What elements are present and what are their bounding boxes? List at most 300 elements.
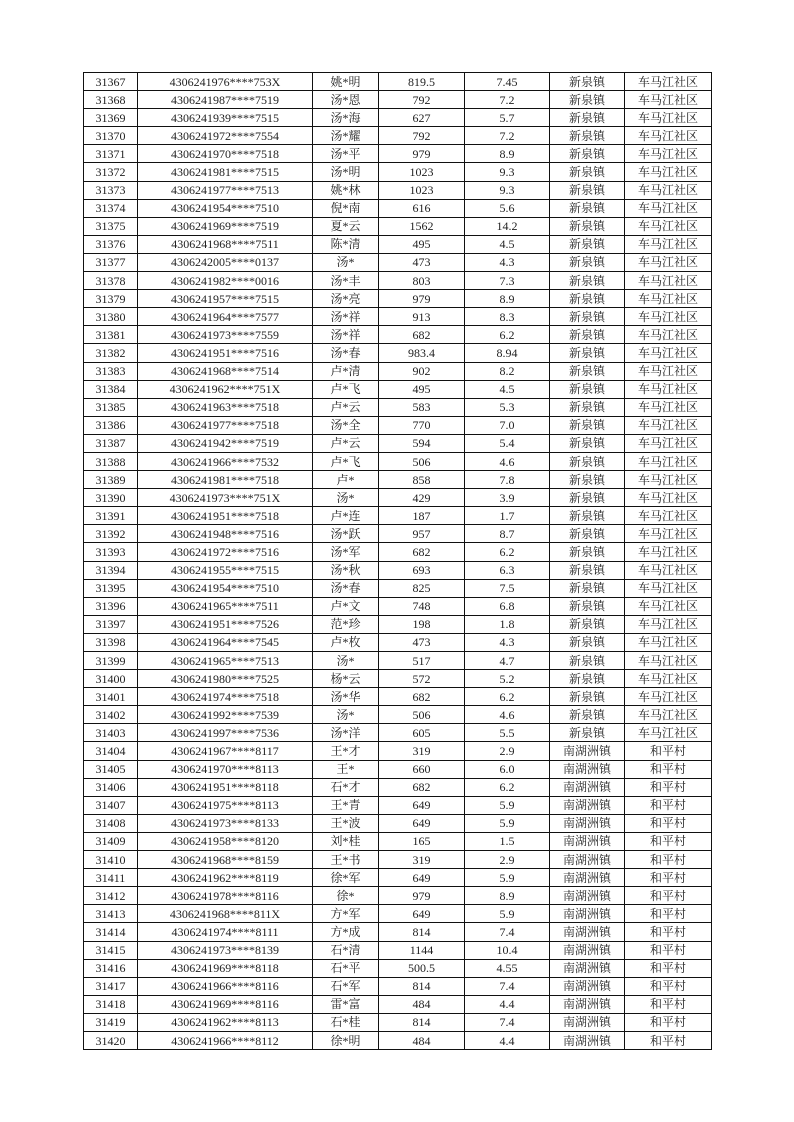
village-cell: 车马江社区 — [625, 615, 712, 633]
town-cell: 新泉镇 — [550, 290, 625, 308]
name-cell: 石*才 — [313, 778, 379, 796]
serial-number-cell: 31393 — [84, 543, 138, 561]
serial-number-cell: 31376 — [84, 235, 138, 253]
quantity-cell: 8.9 — [465, 887, 550, 905]
village-cell: 车马江社区 — [625, 633, 712, 651]
amount-cell: 1562 — [379, 217, 465, 235]
name-cell: 汤* — [313, 253, 379, 271]
town-cell: 南湖洲镇 — [550, 995, 625, 1013]
amount-cell: 913 — [379, 308, 465, 326]
quantity-cell: 4.4 — [465, 1031, 550, 1049]
id-number-cell: 4306241980****7525 — [138, 670, 313, 688]
amount-cell: 198 — [379, 615, 465, 633]
amount-cell: 649 — [379, 796, 465, 814]
amount-cell: 693 — [379, 561, 465, 579]
serial-number-cell: 31406 — [84, 778, 138, 796]
name-cell: 王* — [313, 760, 379, 778]
id-number-cell: 4306241987****7519 — [138, 91, 313, 109]
serial-number-cell: 31400 — [84, 670, 138, 688]
name-cell: 王*书 — [313, 851, 379, 869]
amount-cell: 187 — [379, 507, 465, 525]
town-cell: 新泉镇 — [550, 380, 625, 398]
quantity-cell: 4.6 — [465, 706, 550, 724]
village-cell: 和平村 — [625, 905, 712, 923]
quantity-cell: 5.3 — [465, 398, 550, 416]
quantity-cell: 4.5 — [465, 380, 550, 398]
quantity-cell: 5.9 — [465, 905, 550, 923]
name-cell: 汤*跃 — [313, 525, 379, 543]
table-row — [84, 561, 712, 579]
name-cell: 石*桂 — [313, 1013, 379, 1031]
quantity-cell: 1.7 — [465, 507, 550, 525]
serial-number-cell: 31392 — [84, 525, 138, 543]
town-cell: 新泉镇 — [550, 670, 625, 688]
quantity-cell: 6.2 — [465, 778, 550, 796]
town-cell: 新泉镇 — [550, 127, 625, 145]
amount-cell: 660 — [379, 760, 465, 778]
town-cell: 新泉镇 — [550, 163, 625, 181]
name-cell: 石*清 — [313, 941, 379, 959]
serial-number-cell: 31405 — [84, 760, 138, 778]
village-cell: 和平村 — [625, 742, 712, 760]
table-row — [84, 416, 712, 434]
table-row — [84, 615, 712, 633]
quantity-cell: 6.3 — [465, 561, 550, 579]
town-cell: 南湖洲镇 — [550, 941, 625, 959]
table-row — [84, 253, 712, 271]
table-row — [84, 977, 712, 995]
name-cell: 汤*恩 — [313, 91, 379, 109]
records-table — [83, 72, 712, 1050]
serial-number-cell: 31420 — [84, 1031, 138, 1049]
serial-number-cell: 31397 — [84, 615, 138, 633]
table-row — [84, 145, 712, 163]
id-number-cell: 4306241955****7515 — [138, 561, 313, 579]
village-cell: 和平村 — [625, 796, 712, 814]
serial-number-cell: 31404 — [84, 742, 138, 760]
serial-number-cell: 31373 — [84, 181, 138, 199]
town-cell: 新泉镇 — [550, 652, 625, 670]
village-cell: 车马江社区 — [625, 489, 712, 507]
town-cell: 新泉镇 — [550, 543, 625, 561]
name-cell: 汤*全 — [313, 416, 379, 434]
village-cell: 车马江社区 — [625, 253, 712, 271]
amount-cell: 814 — [379, 1013, 465, 1031]
id-number-cell: 4306241969****7519 — [138, 217, 313, 235]
village-cell: 和平村 — [625, 778, 712, 796]
name-cell: 刘*桂 — [313, 832, 379, 850]
village-cell: 车马江社区 — [625, 235, 712, 253]
serial-number-cell: 31399 — [84, 652, 138, 670]
amount-cell: 957 — [379, 525, 465, 543]
serial-number-cell: 31398 — [84, 633, 138, 651]
name-cell: 石*军 — [313, 977, 379, 995]
quantity-cell: 1.5 — [465, 832, 550, 850]
amount-cell: 165 — [379, 832, 465, 850]
name-cell: 方*军 — [313, 905, 379, 923]
town-cell: 南湖洲镇 — [550, 778, 625, 796]
village-cell: 车马江社区 — [625, 398, 712, 416]
id-number-cell: 4306241962****8113 — [138, 1013, 313, 1031]
amount-cell: 649 — [379, 905, 465, 923]
amount-cell: 627 — [379, 109, 465, 127]
table-row — [84, 832, 712, 850]
village-cell: 车马江社区 — [625, 145, 712, 163]
name-cell: 汤*明 — [313, 163, 379, 181]
village-cell: 车马江社区 — [625, 380, 712, 398]
village-cell: 车马江社区 — [625, 452, 712, 470]
serial-number-cell: 31403 — [84, 724, 138, 742]
table-row — [84, 73, 712, 91]
town-cell: 新泉镇 — [550, 73, 625, 91]
name-cell: 雷*富 — [313, 995, 379, 1013]
name-cell: 姚*明 — [313, 73, 379, 91]
town-cell: 新泉镇 — [550, 145, 625, 163]
name-cell: 卢*文 — [313, 597, 379, 615]
town-cell: 新泉镇 — [550, 109, 625, 127]
serial-number-cell: 31378 — [84, 272, 138, 290]
table-row — [84, 109, 712, 127]
quantity-cell: 6.8 — [465, 597, 550, 615]
id-number-cell: 4306241966****8112 — [138, 1031, 313, 1049]
quantity-cell: 1.8 — [465, 615, 550, 633]
amount-cell: 682 — [379, 326, 465, 344]
table-row — [84, 163, 712, 181]
table-row — [84, 959, 712, 977]
village-cell: 和平村 — [625, 832, 712, 850]
id-number-cell: 4306241962****751X — [138, 380, 313, 398]
village-cell: 和平村 — [625, 814, 712, 832]
table-row — [84, 199, 712, 217]
town-cell: 南湖洲镇 — [550, 977, 625, 995]
name-cell: 汤*海 — [313, 109, 379, 127]
id-number-cell: 4306241964****7545 — [138, 633, 313, 651]
amount-cell: 858 — [379, 471, 465, 489]
id-number-cell: 4306241981****7518 — [138, 471, 313, 489]
village-cell: 车马江社区 — [625, 326, 712, 344]
id-number-cell: 4306241954****7510 — [138, 199, 313, 217]
id-number-cell: 4306241981****7515 — [138, 163, 313, 181]
quantity-cell: 7.4 — [465, 923, 550, 941]
village-cell: 车马江社区 — [625, 507, 712, 525]
town-cell: 新泉镇 — [550, 489, 625, 507]
serial-number-cell: 31416 — [84, 959, 138, 977]
id-number-cell: 4306241958****8120 — [138, 832, 313, 850]
amount-cell: 473 — [379, 253, 465, 271]
serial-number-cell: 31375 — [84, 217, 138, 235]
quantity-cell: 7.2 — [465, 127, 550, 145]
quantity-cell: 5.4 — [465, 434, 550, 452]
serial-number-cell: 31413 — [84, 905, 138, 923]
quantity-cell: 4.4 — [465, 995, 550, 1013]
amount-cell: 484 — [379, 1031, 465, 1049]
serial-number-cell: 31382 — [84, 344, 138, 362]
amount-cell: 902 — [379, 362, 465, 380]
id-number-cell: 4306241982****0016 — [138, 272, 313, 290]
id-number-cell: 4306241970****8113 — [138, 760, 313, 778]
id-number-cell: 4306241939****7515 — [138, 109, 313, 127]
serial-number-cell: 31385 — [84, 398, 138, 416]
id-number-cell: 4306241968****8159 — [138, 851, 313, 869]
town-cell: 新泉镇 — [550, 633, 625, 651]
village-cell: 车马江社区 — [625, 688, 712, 706]
serial-number-cell: 31390 — [84, 489, 138, 507]
table-row — [84, 724, 712, 742]
table-row — [84, 362, 712, 380]
name-cell: 徐*明 — [313, 1031, 379, 1049]
amount-cell: 517 — [379, 652, 465, 670]
amount-cell: 1144 — [379, 941, 465, 959]
id-number-cell: 4306241962****8119 — [138, 869, 313, 887]
village-cell: 和平村 — [625, 977, 712, 995]
quantity-cell: 6.0 — [465, 760, 550, 778]
name-cell: 汤* — [313, 652, 379, 670]
amount-cell: 572 — [379, 670, 465, 688]
name-cell: 汤* — [313, 489, 379, 507]
id-number-cell: 4306241997****7536 — [138, 724, 313, 742]
village-cell: 车马江社区 — [625, 652, 712, 670]
table-row — [84, 923, 712, 941]
town-cell: 新泉镇 — [550, 235, 625, 253]
table-row — [84, 308, 712, 326]
name-cell: 石*平 — [313, 959, 379, 977]
name-cell: 王*青 — [313, 796, 379, 814]
serial-number-cell: 31380 — [84, 308, 138, 326]
amount-cell: 770 — [379, 416, 465, 434]
table-row — [84, 1031, 712, 1049]
amount-cell: 495 — [379, 235, 465, 253]
town-cell: 南湖洲镇 — [550, 923, 625, 941]
town-cell: 新泉镇 — [550, 724, 625, 742]
town-cell: 南湖洲镇 — [550, 742, 625, 760]
village-cell: 车马江社区 — [625, 217, 712, 235]
quantity-cell: 7.0 — [465, 416, 550, 434]
town-cell: 新泉镇 — [550, 398, 625, 416]
table-row — [84, 326, 712, 344]
quantity-cell: 3.9 — [465, 489, 550, 507]
amount-cell: 682 — [379, 543, 465, 561]
table-row — [84, 489, 712, 507]
table-row — [84, 344, 712, 362]
amount-cell: 819.5 — [379, 73, 465, 91]
town-cell: 新泉镇 — [550, 507, 625, 525]
table-row — [84, 398, 712, 416]
town-cell: 新泉镇 — [550, 434, 625, 452]
id-number-cell: 4306242005****0137 — [138, 253, 313, 271]
village-cell: 和平村 — [625, 923, 712, 941]
name-cell: 卢*云 — [313, 434, 379, 452]
village-cell: 车马江社区 — [625, 525, 712, 543]
name-cell: 王*波 — [313, 814, 379, 832]
serial-number-cell: 31388 — [84, 452, 138, 470]
id-number-cell: 4306241963****7518 — [138, 398, 313, 416]
village-cell: 车马江社区 — [625, 127, 712, 145]
village-cell: 和平村 — [625, 869, 712, 887]
quantity-cell: 5.6 — [465, 199, 550, 217]
town-cell: 南湖洲镇 — [550, 869, 625, 887]
quantity-cell: 9.3 — [465, 163, 550, 181]
name-cell: 卢*连 — [313, 507, 379, 525]
serial-number-cell: 31411 — [84, 869, 138, 887]
id-number-cell: 4306241957****7515 — [138, 290, 313, 308]
table-row — [84, 706, 712, 724]
village-cell: 车马江社区 — [625, 724, 712, 742]
serial-number-cell: 31387 — [84, 434, 138, 452]
amount-cell: 616 — [379, 199, 465, 217]
amount-cell: 495 — [379, 380, 465, 398]
serial-number-cell: 31418 — [84, 995, 138, 1013]
name-cell: 汤*祥 — [313, 326, 379, 344]
amount-cell: 803 — [379, 272, 465, 290]
town-cell: 南湖洲镇 — [550, 796, 625, 814]
quantity-cell: 5.2 — [465, 670, 550, 688]
amount-cell: 983.4 — [379, 344, 465, 362]
amount-cell: 979 — [379, 290, 465, 308]
serial-number-cell: 31377 — [84, 253, 138, 271]
table-row — [84, 814, 712, 832]
quantity-cell: 7.45 — [465, 73, 550, 91]
table-row — [84, 543, 712, 561]
id-number-cell: 4306241966****7532 — [138, 452, 313, 470]
quantity-cell: 6.2 — [465, 543, 550, 561]
serial-number-cell: 31401 — [84, 688, 138, 706]
town-cell: 新泉镇 — [550, 91, 625, 109]
quantity-cell: 6.2 — [465, 326, 550, 344]
serial-number-cell: 31389 — [84, 471, 138, 489]
id-number-cell: 4306241964****7577 — [138, 308, 313, 326]
village-cell: 车马江社区 — [625, 344, 712, 362]
name-cell: 范*珍 — [313, 615, 379, 633]
id-number-cell: 4306241972****7516 — [138, 543, 313, 561]
amount-cell: 792 — [379, 91, 465, 109]
amount-cell: 979 — [379, 145, 465, 163]
quantity-cell: 4.5 — [465, 235, 550, 253]
amount-cell: 792 — [379, 127, 465, 145]
id-number-cell: 4306241973****7559 — [138, 326, 313, 344]
town-cell: 南湖洲镇 — [550, 760, 625, 778]
table-row — [84, 995, 712, 1013]
table-row — [84, 688, 712, 706]
table-row — [84, 633, 712, 651]
village-cell: 和平村 — [625, 995, 712, 1013]
serial-number-cell: 31410 — [84, 851, 138, 869]
town-cell: 新泉镇 — [550, 597, 625, 615]
name-cell: 汤*平 — [313, 145, 379, 163]
id-number-cell: 4306241951****8118 — [138, 778, 313, 796]
village-cell: 车马江社区 — [625, 670, 712, 688]
amount-cell: 319 — [379, 851, 465, 869]
id-number-cell: 4306241973****751X — [138, 489, 313, 507]
name-cell: 卢*飞 — [313, 380, 379, 398]
town-cell: 新泉镇 — [550, 471, 625, 489]
amount-cell: 473 — [379, 633, 465, 651]
serial-number-cell: 31412 — [84, 887, 138, 905]
village-cell: 车马江社区 — [625, 199, 712, 217]
town-cell: 新泉镇 — [550, 181, 625, 199]
amount-cell: 682 — [379, 778, 465, 796]
table-row — [84, 851, 712, 869]
village-cell: 车马江社区 — [625, 181, 712, 199]
name-cell: 汤*耀 — [313, 127, 379, 145]
quantity-cell: 5.9 — [465, 796, 550, 814]
name-cell: 陈*清 — [313, 235, 379, 253]
village-cell: 车马江社区 — [625, 543, 712, 561]
table-row — [84, 507, 712, 525]
name-cell: 汤*亮 — [313, 290, 379, 308]
id-number-cell: 4306241968****7511 — [138, 235, 313, 253]
name-cell: 汤*春 — [313, 579, 379, 597]
amount-cell: 506 — [379, 706, 465, 724]
amount-cell: 825 — [379, 579, 465, 597]
table-row — [84, 579, 712, 597]
town-cell: 南湖洲镇 — [550, 887, 625, 905]
village-cell: 车马江社区 — [625, 91, 712, 109]
table-row — [84, 869, 712, 887]
town-cell: 南湖洲镇 — [550, 959, 625, 977]
amount-cell: 649 — [379, 869, 465, 887]
serial-number-cell: 31369 — [84, 109, 138, 127]
serial-number-cell: 31407 — [84, 796, 138, 814]
name-cell: 汤*华 — [313, 688, 379, 706]
quantity-cell: 4.55 — [465, 959, 550, 977]
village-cell: 车马江社区 — [625, 471, 712, 489]
name-cell: 汤* — [313, 706, 379, 724]
id-number-cell: 4306241973****8139 — [138, 941, 313, 959]
town-cell: 南湖洲镇 — [550, 814, 625, 832]
serial-number-cell: 31419 — [84, 1013, 138, 1031]
town-cell: 新泉镇 — [550, 272, 625, 290]
name-cell: 汤*军 — [313, 543, 379, 561]
id-number-cell: 4306241978****8116 — [138, 887, 313, 905]
id-number-cell: 4306241965****7511 — [138, 597, 313, 615]
amount-cell: 649 — [379, 814, 465, 832]
name-cell: 夏*云 — [313, 217, 379, 235]
serial-number-cell: 31384 — [84, 380, 138, 398]
serial-number-cell: 31372 — [84, 163, 138, 181]
serial-number-cell: 31371 — [84, 145, 138, 163]
town-cell: 新泉镇 — [550, 561, 625, 579]
quantity-cell: 8.3 — [465, 308, 550, 326]
id-number-cell: 4306241966****8116 — [138, 977, 313, 995]
table-row — [84, 778, 712, 796]
serial-number-cell: 31417 — [84, 977, 138, 995]
id-number-cell: 4306241967****8117 — [138, 742, 313, 760]
quantity-cell: 8.9 — [465, 290, 550, 308]
village-cell: 车马江社区 — [625, 416, 712, 434]
quantity-cell: 5.9 — [465, 869, 550, 887]
town-cell: 南湖洲镇 — [550, 905, 625, 923]
amount-cell: 1023 — [379, 181, 465, 199]
quantity-cell: 10.4 — [465, 941, 550, 959]
town-cell: 新泉镇 — [550, 308, 625, 326]
town-cell: 新泉镇 — [550, 615, 625, 633]
amount-cell: 979 — [379, 887, 465, 905]
serial-number-cell: 31402 — [84, 706, 138, 724]
village-cell: 车马江社区 — [625, 163, 712, 181]
amount-cell: 594 — [379, 434, 465, 452]
quantity-cell: 7.5 — [465, 579, 550, 597]
town-cell: 新泉镇 — [550, 452, 625, 470]
name-cell: 汤*洋 — [313, 724, 379, 742]
quantity-cell: 5.5 — [465, 724, 550, 742]
amount-cell: 748 — [379, 597, 465, 615]
serial-number-cell: 31381 — [84, 326, 138, 344]
village-cell: 和平村 — [625, 941, 712, 959]
village-cell: 车马江社区 — [625, 579, 712, 597]
amount-cell: 1023 — [379, 163, 465, 181]
quantity-cell: 5.7 — [465, 109, 550, 127]
name-cell: 徐*军 — [313, 869, 379, 887]
